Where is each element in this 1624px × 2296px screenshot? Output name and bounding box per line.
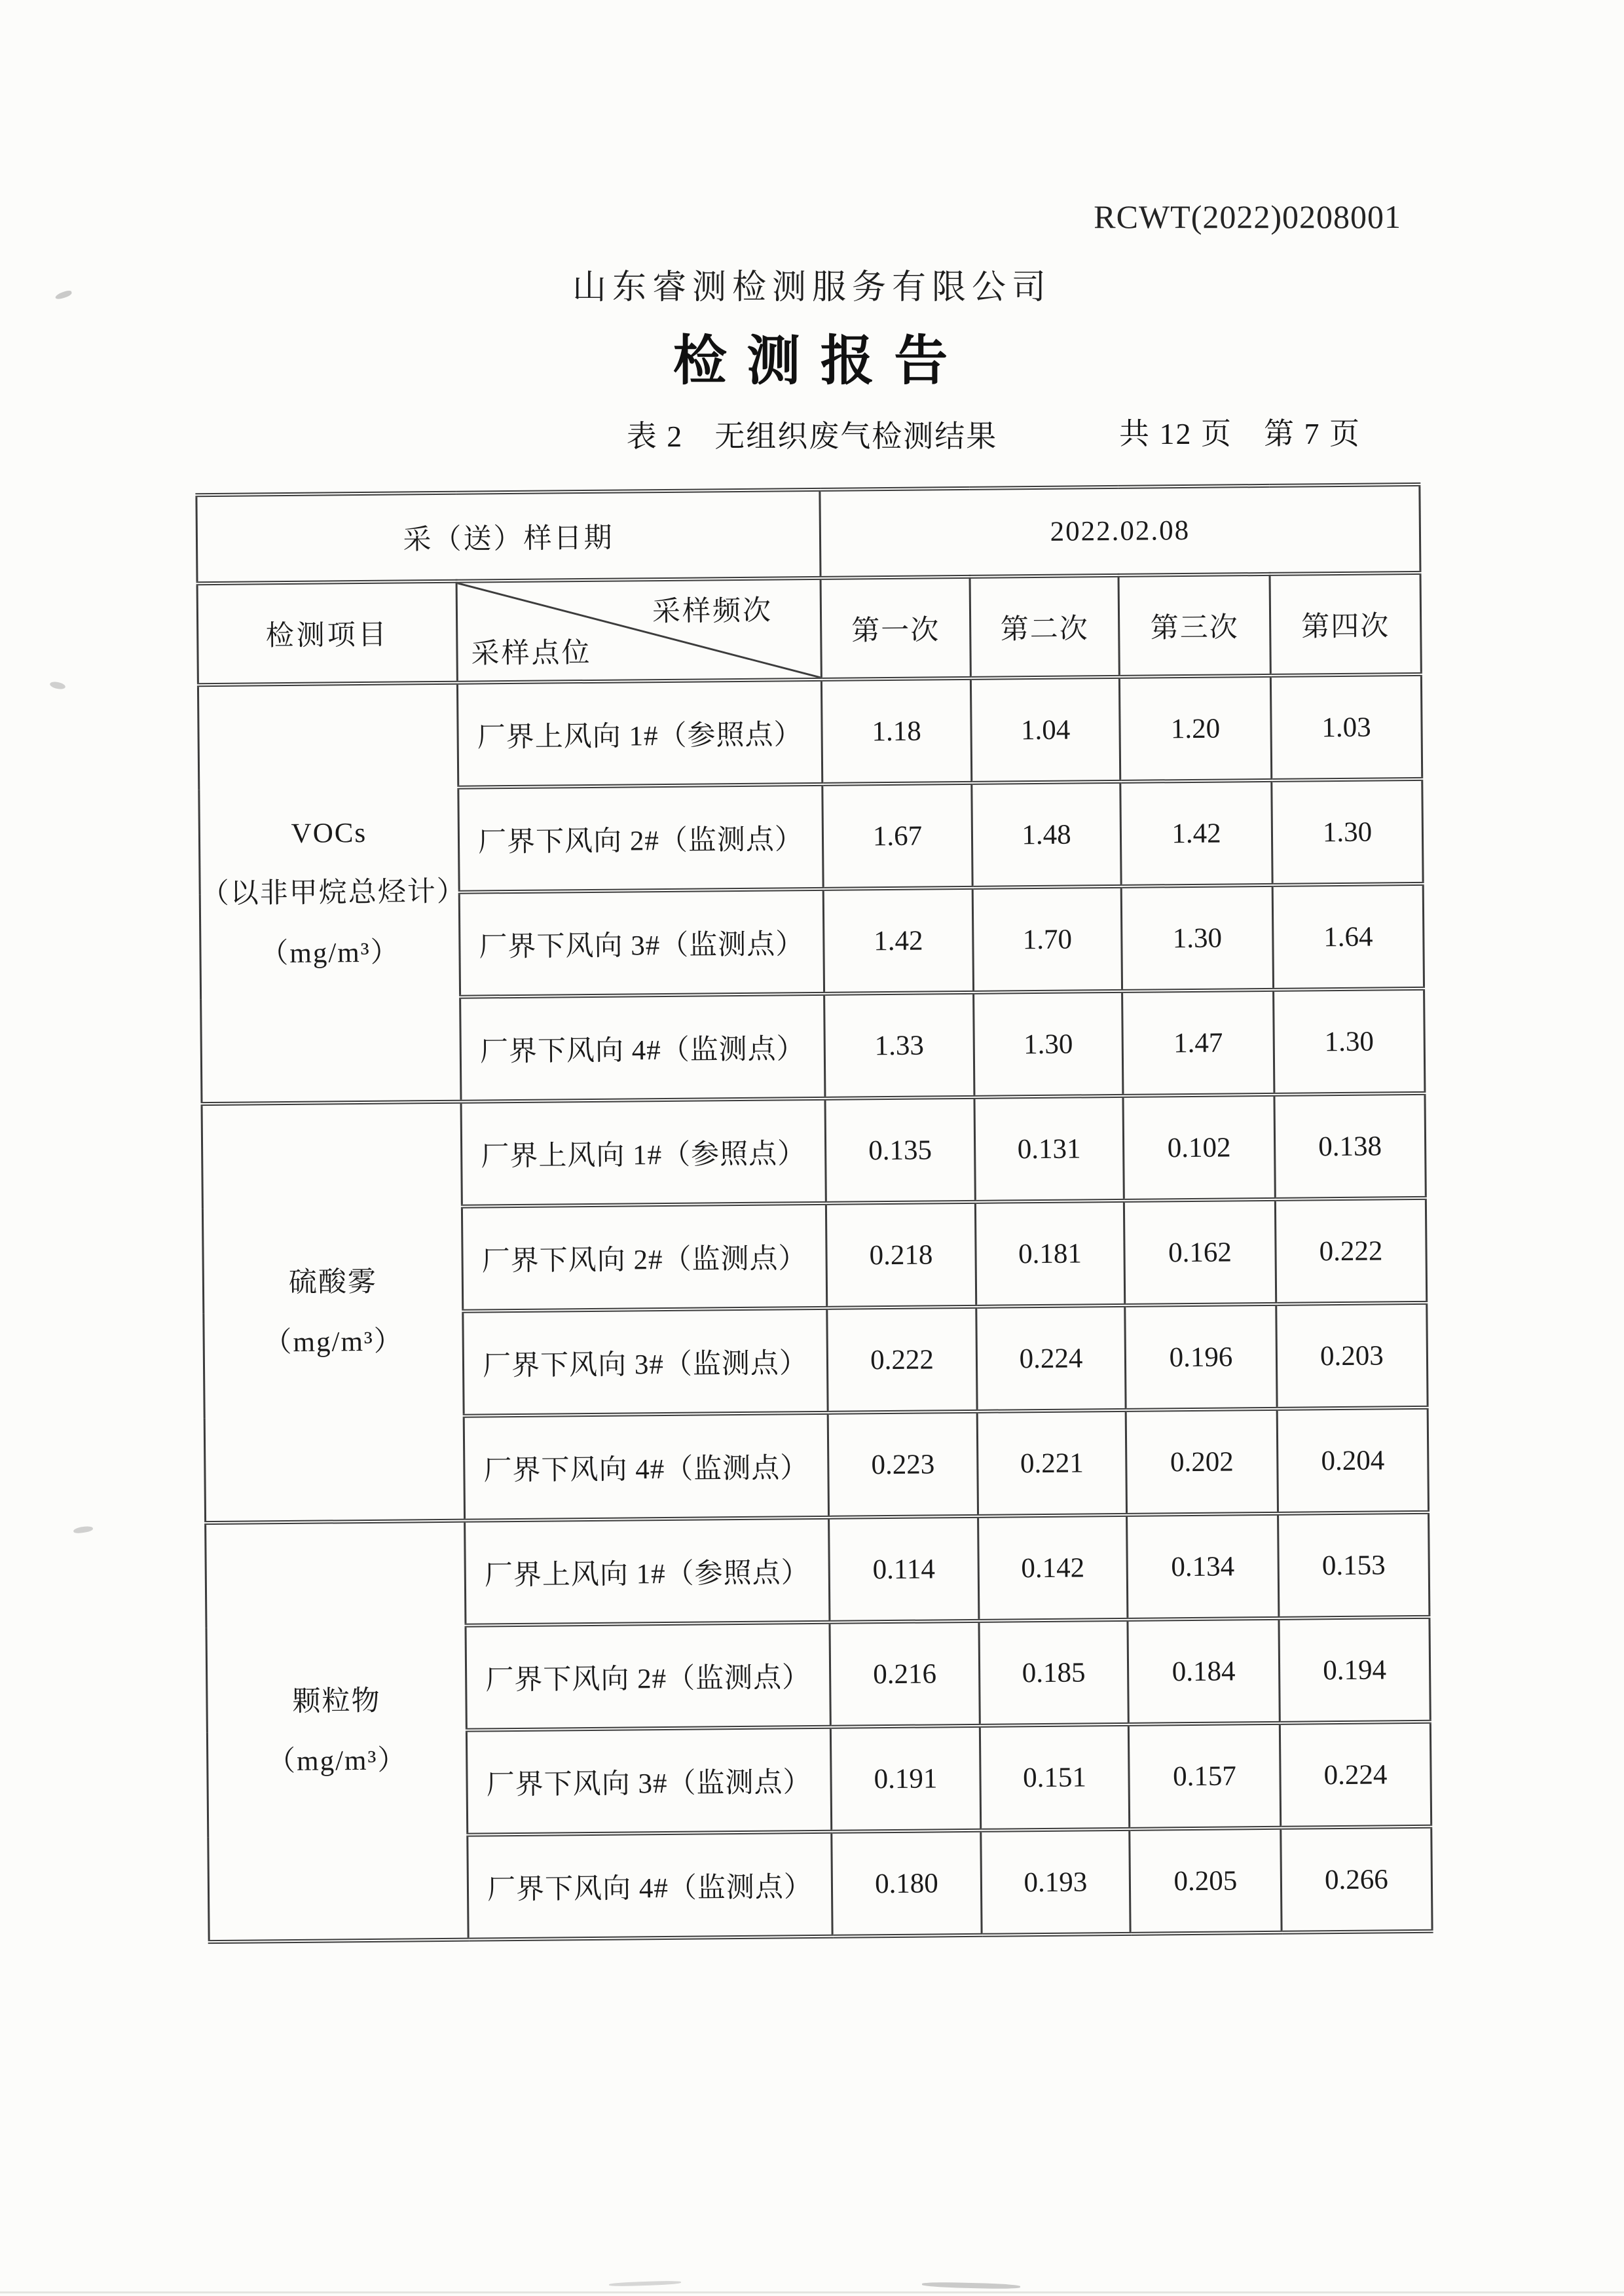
- frequency-header-3: 第三次: [1118, 574, 1270, 677]
- item-line: 颗粒物: [292, 1685, 381, 1717]
- result-value-cell: 1.70: [972, 886, 1122, 993]
- result-value-cell: 1.33: [824, 993, 974, 1099]
- sampling-location-label: 采样点位: [471, 637, 592, 670]
- results-table: [195, 483, 1433, 1944]
- item-line: （mg/m³）: [260, 937, 400, 970]
- sample-location-cell: 厂界下风向 3#（监测点）: [466, 1727, 831, 1835]
- sample-location-cell: 厂界下风向 2#（监测点）: [466, 1622, 830, 1730]
- result-value-cell: 1.48: [972, 782, 1121, 888]
- sample-date-value: 2022.02.08: [820, 484, 1420, 578]
- result-value-cell: 1.20: [1119, 676, 1271, 782]
- diagonal-header-cell: [456, 578, 821, 683]
- result-value-cell: 0.221: [977, 1410, 1126, 1516]
- result-value-cell: 0.180: [832, 1831, 982, 1937]
- result-value-cell: 0.204: [1277, 1408, 1428, 1514]
- result-value-cell: 0.153: [1278, 1512, 1430, 1618]
- result-value-cell: 0.138: [1274, 1093, 1426, 1199]
- table-row: [198, 674, 1422, 790]
- result-value-cell: 0.224: [1280, 1722, 1431, 1828]
- table-row: [206, 1512, 1430, 1628]
- result-value-cell: 0.196: [1125, 1304, 1277, 1410]
- result-value-cell: 1.30: [1121, 885, 1273, 991]
- result-value-cell: 0.203: [1276, 1303, 1428, 1409]
- sample-location-cell: 厂界上风向 1#（参照点）: [461, 1099, 826, 1207]
- result-value-cell: 0.266: [1281, 1827, 1432, 1933]
- result-value-cell: 0.184: [1128, 1618, 1280, 1724]
- sample-location-cell: 厂界下风向 4#（监测点）: [468, 1832, 832, 1940]
- frequency-header-4: 第四次: [1270, 573, 1421, 676]
- sample-location-cell: 厂界下风向 3#（监测点）: [459, 889, 824, 997]
- item-cell-sulfuric-acid-mist: [202, 1102, 465, 1523]
- frequency-header-2: 第二次: [970, 575, 1119, 678]
- sample-location-cell: 厂界下风向 2#（监测点）: [462, 1203, 826, 1311]
- result-value-cell: 0.185: [979, 1620, 1128, 1726]
- result-value-cell: 0.181: [975, 1201, 1124, 1307]
- scan-artifact: [922, 2282, 1020, 2289]
- scan-artifact: [609, 2280, 681, 2287]
- table-caption: 表 2 无组织废气检测结果: [626, 420, 998, 453]
- item-line: （以非甲烷总烃计）: [200, 876, 466, 910]
- company-name: 山东睿测检测服务有限公司: [572, 269, 1052, 306]
- scan-artifact: [73, 1525, 93, 1534]
- item-line: 硫酸雾: [288, 1266, 378, 1298]
- table-caption-row: [0, 412, 1624, 452]
- report-title: 检 测 报 告: [673, 331, 951, 391]
- item-header-cell: 检测项目: [197, 581, 457, 685]
- sample-location-cell: 厂界下风向 4#（监测点）: [460, 994, 825, 1102]
- report-number: RCWT(2022)0208001: [1094, 198, 1401, 235]
- scan-artifact: [0, 2291, 1624, 2293]
- result-value-cell: 0.114: [829, 1516, 979, 1622]
- sample-location-cell: 厂界上风向 1#（参照点）: [465, 1518, 830, 1626]
- result-value-cell: 0.102: [1123, 1095, 1275, 1201]
- sample-location-cell: 厂界下风向 3#（监测点）: [463, 1308, 828, 1416]
- results-table-wrapper: [195, 483, 1433, 1944]
- result-value-cell: 0.222: [1275, 1198, 1426, 1304]
- result-value-cell: 1.18: [821, 678, 971, 784]
- item-line: VOCs: [291, 817, 367, 849]
- result-value-cell: 0.131: [974, 1096, 1124, 1202]
- result-value-cell: 1.42: [823, 888, 973, 994]
- page-number-info: 共 12 页 第 7 页: [1119, 417, 1361, 450]
- sampling-frequency-label: 采样频次: [652, 595, 773, 628]
- frequency-header-1: 第一次: [821, 577, 970, 680]
- result-value-cell: 1.30: [1274, 989, 1425, 1095]
- sample-date-row: [196, 484, 1420, 583]
- sample-location-cell: 厂界下风向 2#（监测点）: [458, 784, 823, 892]
- result-value-cell: 0.202: [1126, 1409, 1278, 1515]
- result-value-cell: 1.30: [1272, 779, 1423, 885]
- result-value-cell: 0.193: [981, 1829, 1130, 1935]
- sample-location-cell: 厂界下风向 4#（监测点）: [464, 1413, 828, 1521]
- sample-date-label: 采（送）样日期: [196, 490, 821, 583]
- result-value-cell: 1.30: [974, 991, 1123, 1097]
- result-value-cell: 0.223: [828, 1412, 978, 1518]
- item-line: （mg/m³）: [263, 1326, 404, 1358]
- result-value-cell: 1.04: [970, 677, 1120, 783]
- table-row: [202, 1093, 1426, 1209]
- result-value-cell: 0.151: [980, 1724, 1129, 1831]
- item-cell-particulate-matter: [206, 1521, 469, 1942]
- result-value-cell: 0.205: [1130, 1828, 1282, 1934]
- result-value-cell: 0.142: [978, 1515, 1128, 1621]
- result-value-cell: 0.218: [826, 1202, 976, 1308]
- result-value-cell: 0.222: [827, 1307, 977, 1413]
- result-value-cell: 0.194: [1279, 1617, 1430, 1723]
- sample-location-cell: 厂界上风向 1#（参照点）: [457, 680, 822, 788]
- scan-artifact: [49, 681, 66, 691]
- result-value-cell: 0.216: [830, 1621, 980, 1727]
- item-cell-vocs: [198, 683, 466, 1104]
- result-value-cell: 1.64: [1272, 884, 1424, 990]
- result-value-cell: 0.135: [825, 1097, 975, 1203]
- result-value-cell: 0.224: [976, 1305, 1126, 1412]
- result-value-cell: 0.134: [1127, 1514, 1279, 1620]
- result-value-cell: 1.42: [1120, 780, 1272, 886]
- result-value-cell: 0.162: [1124, 1199, 1276, 1305]
- result-value-cell: 1.03: [1270, 674, 1422, 780]
- result-value-cell: 0.191: [830, 1726, 980, 1832]
- result-value-cell: 1.47: [1122, 990, 1274, 1096]
- result-value-cell: 1.67: [822, 783, 972, 889]
- item-line: （mg/m³）: [267, 1745, 407, 1777]
- result-value-cell: 0.157: [1128, 1723, 1280, 1829]
- header-row: [197, 573, 1421, 685]
